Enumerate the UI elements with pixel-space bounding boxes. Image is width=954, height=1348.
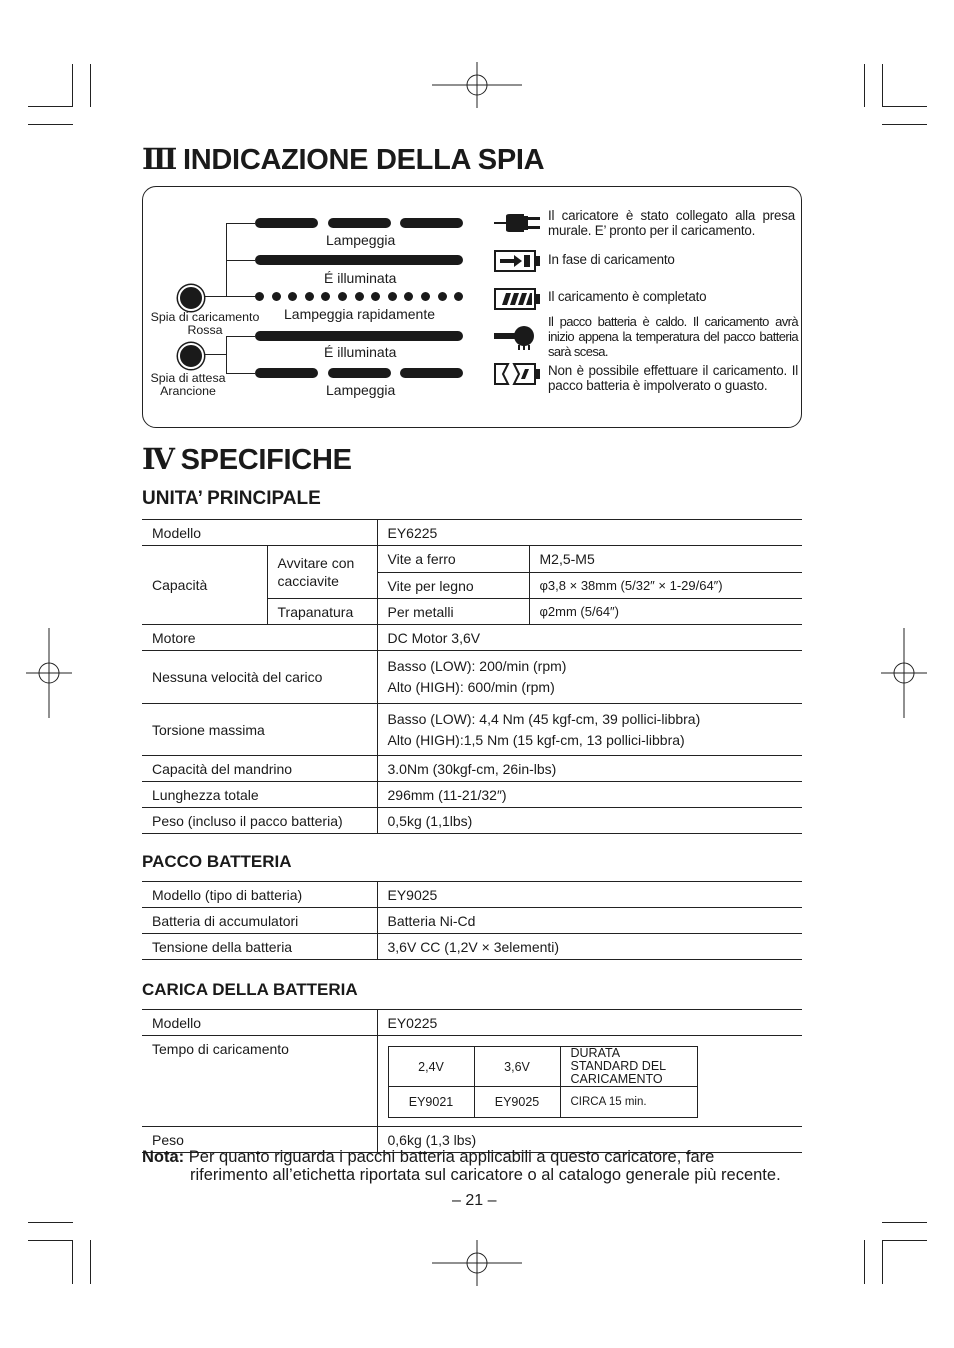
main-unit-heading: UNITA’ PRINCIPALE bbox=[142, 488, 321, 509]
rapid-blink-dot bbox=[438, 292, 447, 301]
battery-broken-icon bbox=[494, 362, 542, 386]
charging-lamp-red bbox=[178, 285, 204, 311]
note-continuation: riferimento all’etichetta riportata sul caricatore o al catalogo generale più recente. bbox=[190, 1166, 781, 1184]
section-title-specs bbox=[142, 442, 352, 477]
state-label: Lampeggia bbox=[326, 382, 396, 398]
note: Nota: Per quanto riguarda i pacchi batteria applicabili a questo caricatore, fare bbox=[142, 1148, 715, 1166]
charge-time-table: 2,4V 3,6V DURATA STANDARD DEL CARICAMENTO EY9021 EY9025 CIRCA 15 min. bbox=[388, 1046, 698, 1118]
battery-pack-heading: PACCO BATTERIA bbox=[142, 852, 292, 871]
rapid-blink-dot bbox=[355, 292, 364, 301]
indicator-pattern-solid-2 bbox=[255, 331, 463, 341]
standby-lamp-caption: Spia di attesa Arancione bbox=[150, 371, 226, 398]
thermometer-icon bbox=[494, 324, 542, 350]
table-row: Torsione massima Basso (LOW): 4,4 Nm (45 kgf-cm, 39 pollici-libbra) Alto (HIGH):1,5 Nm (15 kgf-cm, 13 pollici-libbra) bbox=[142, 704, 802, 756]
table-row: Motore DC Motor 3,6V bbox=[142, 625, 802, 651]
table-row: Batteria di accumulatori Batteria Ni-Cd bbox=[142, 908, 802, 934]
section-numeral: Ⅲ bbox=[142, 144, 178, 176]
charger-heading: CARICA DELLA BATTERIA bbox=[142, 980, 358, 999]
main-unit-table bbox=[142, 519, 802, 834]
section-title-text: INDICAZIONE DELLA SPIA bbox=[183, 144, 545, 176]
battery-pack-table bbox=[142, 881, 802, 960]
crosshair-icon bbox=[432, 62, 522, 108]
section-numeral: Ⅳ bbox=[142, 444, 175, 476]
state-label: É illuminata bbox=[324, 344, 397, 360]
indicator-description: Non è possibile effettuare il caricamento. Il pacco batteria è impolverato o guasto. bbox=[548, 363, 798, 393]
table-row: Peso (incluso il pacco batteria) 0,5kg (1,1lbs) bbox=[142, 808, 802, 834]
charger-table bbox=[142, 1009, 802, 1153]
standby-lamp-orange bbox=[178, 343, 204, 369]
table-row: Peso 0,6kg (1,3 lbs) bbox=[142, 1127, 802, 1153]
rapid-blink-dot bbox=[421, 292, 430, 301]
rapid-blink-dot bbox=[272, 292, 281, 301]
table-row: Tempo di caricamento 2,4V 3,6V DURATA STANDARD DEL CARICAMENTO EY9021 EY9025 CIRCA 15 min. bbox=[142, 1036, 802, 1127]
table-row: Lunghezza totale 296mm (11-21/32″) bbox=[142, 782, 802, 808]
state-label: Lampeggia bbox=[326, 232, 396, 248]
indicator-description: Il caricamento è completato bbox=[548, 289, 707, 304]
crosshair-icon bbox=[26, 628, 72, 718]
table-row: Modello EY0225 bbox=[142, 1010, 802, 1036]
table-row: Nessuna velocità del carico Basso (LOW): 200/min (rpm) Alto (HIGH): 600/min (rpm) bbox=[142, 651, 802, 704]
table-row: Capacità Avvitare con cacciavite Vite a ferro M2,5-M5 bbox=[142, 546, 802, 573]
table-row: Modello (tipo di batteria) EY9025 bbox=[142, 882, 802, 908]
table-row: Vite per legno φ3,8 × 38mm (5/32″ × 1-29/64″) bbox=[142, 573, 802, 599]
battery-full-icon bbox=[494, 288, 542, 310]
indicator-pattern-solid-1 bbox=[255, 255, 463, 265]
rapid-blink-dot bbox=[255, 292, 264, 301]
indicator-description: Il caricatore è stato collegato alla presa murale. E’ pronto per il caricamento. bbox=[548, 208, 795, 238]
page-number: – 21 – bbox=[452, 1192, 497, 1209]
rapid-blink-dot bbox=[305, 292, 314, 301]
state-label: É illuminata bbox=[324, 270, 397, 286]
indicator-description: In fase di caricamento bbox=[548, 252, 675, 267]
state-label: Lampeggia rapidamente bbox=[284, 306, 435, 322]
crosshair-icon bbox=[881, 628, 927, 718]
table-row: Tensione della batteria 3,6V CC (1,2V × 3elementi) bbox=[142, 934, 802, 960]
plug-icon bbox=[494, 212, 542, 234]
section-title-indicator bbox=[142, 142, 544, 177]
indicator-description: Il pacco batteria è caldo. Il caricamento avrà inizio appena la temperatura del pacco batteria sarà scesa. bbox=[548, 314, 798, 359]
section-title-text: SPECIFICHE bbox=[180, 444, 352, 476]
table-row: Trapanatura Per metalli φ2mm (5/64″) bbox=[142, 599, 802, 625]
rapid-blink-dot bbox=[338, 292, 347, 301]
table-row: Capacità del mandrino 3.0Nm (30kgf-cm, 26in-lbs) bbox=[142, 756, 802, 782]
crosshair-icon bbox=[432, 1240, 522, 1286]
table-row: Modello EY6225 bbox=[142, 520, 802, 546]
charging-lamp-caption: Spia di caricamento Rossa bbox=[150, 310, 260, 337]
battery-charging-icon bbox=[494, 250, 542, 272]
rapid-blink-dot bbox=[388, 292, 397, 301]
